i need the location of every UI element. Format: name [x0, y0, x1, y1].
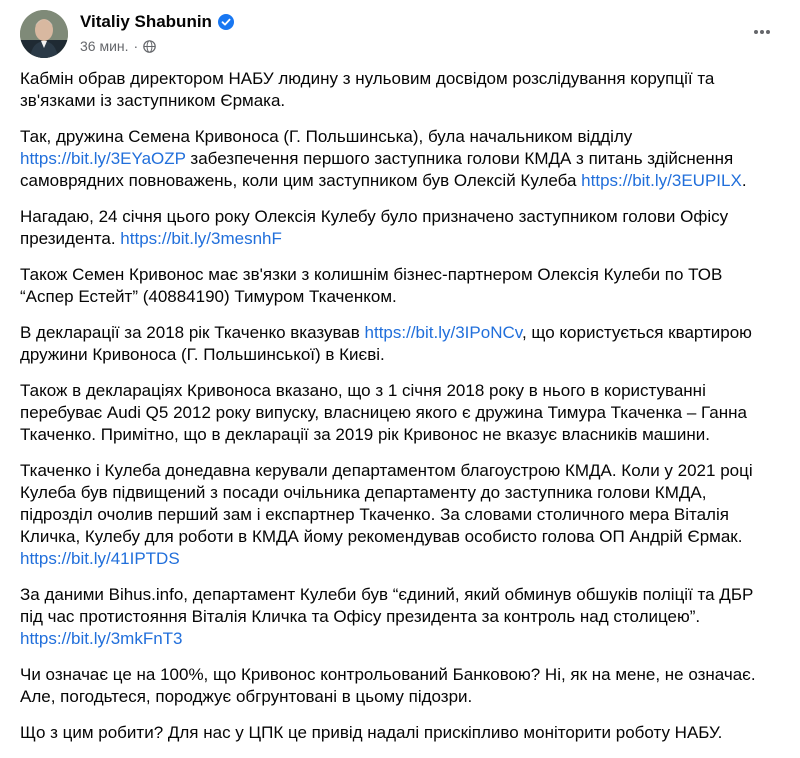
post-link[interactable]: https://bit.ly/3IPoNCv — [364, 323, 522, 342]
post-text-segment: Чи означає це на 100%, що Кривонос контрольований Банковою? Ні, як на мене, не означає. Але, погодьтеся, породжує обгрунтовані в цьому підозри. — [20, 665, 756, 706]
avatar-photo — [20, 10, 68, 58]
more-options-icon — [752, 22, 772, 42]
post-paragraph — [20, 206, 780, 250]
post-paragraph — [20, 722, 780, 744]
post-paragraph — [20, 380, 780, 446]
post-text-segment: Що з цим робити? Для нас у ЦПК це привід надалі прискіпливо моніторити роботу НАБУ. — [20, 723, 723, 742]
post-text-segment: забезпечення першого заступника голови КМДА з питань здійснення самоврядних повноважень, коли цим заступником був Олексій Кулеба — [20, 149, 734, 190]
post-paragraph — [20, 322, 780, 366]
post-paragraph — [20, 126, 780, 192]
post-paragraph — [20, 584, 780, 650]
post-link[interactable]: https://bit.ly/3mesnhF — [120, 229, 282, 248]
verified-badge-icon — [218, 14, 234, 30]
post-text-segment: В декларації за 2018 рік Ткаченко вказував — [20, 323, 365, 342]
author-name: Vitaliy Shabunin — [80, 12, 212, 31]
meta-separator: · — [133, 38, 139, 54]
post-text-segment: Нагадаю, 24 січня цього року Олексія Кулебу було призначено заступником голови Офісу президента. — [20, 207, 729, 248]
author-name-link[interactable] — [80, 12, 234, 32]
post-text-segment: Також в деклараціях Кривоноса вказано, що з 1 січня 2018 року в нього в користуванні перебуває Audi Q5 2012 року випуску, власницею якого є дружина Тимура Ткаченка – Ганна Ткаченко. Примітно, що в декларації за 2019 рік Кривонос не вказує власників машини. — [20, 381, 747, 444]
post-text-segment: Кабмін обрав директором НАБУ людину з нульовим досвідом розслідування корупції та зв'язками із заступником Єрмака. — [20, 69, 715, 110]
post-link[interactable]: https://bit.ly/3EYaOZP — [20, 149, 186, 168]
post-text-segment: Також Семен Кривонос має зв'язки з колишнім бізнес-партнером Олексія Кулеби по ТОВ “Аспер Естейт” (40884190) Тимуром Ткаченком. — [20, 265, 723, 306]
globe-icon[interactable] — [143, 40, 156, 53]
post-text-segment: . — [741, 171, 747, 190]
avatar[interactable] — [20, 10, 68, 58]
post-paragraph — [20, 68, 780, 112]
post-timestamp[interactable]: 36 мин. — [80, 38, 129, 54]
post-paragraph — [20, 264, 780, 308]
post-text-segment: Ткаченко і Кулеба донедавна керували департаментом благоустрою КМДА. Коли у 2021 році Кулеба був підвищений з посади очільника департаменту до заступника голови КМДА, підрозділ очолив перший зам і експартнер Ткаченко. За словами столичного мера Віталія Кличка, Кулебу для роботи в КМДА йому рекомендував особисто голова ОП Андрій Єрмак. — [20, 461, 753, 546]
post-paragraph — [20, 664, 780, 708]
post-link[interactable]: https://bit.ly/3mkFnT3 — [20, 629, 183, 648]
post-text — [20, 68, 780, 758]
more-options-button[interactable] — [744, 14, 780, 50]
post-header — [20, 10, 780, 60]
post-meta — [80, 38, 156, 54]
post-paragraph — [20, 460, 780, 570]
post-text-segment: Так, дружина Семена Кривоноса (Г. Польшинська), була начальником відділу — [20, 127, 633, 146]
post-text-segment: За даними Bihus.info, департамент Кулеби був “єдиний, який обминув обшуків поліції та ДБР під час протистояння Віталія Кличка та Офісу президента за контроль над столицею”. — [20, 585, 754, 626]
post-link[interactable]: https://bit.ly/41IPTDS — [20, 549, 180, 568]
post-link[interactable]: https://bit.ly/3EUPILX — [581, 171, 742, 190]
post-text-segment: , що користується квартирою дружини Кривоноса (Г. Польшинської) в Києві. — [20, 323, 752, 364]
